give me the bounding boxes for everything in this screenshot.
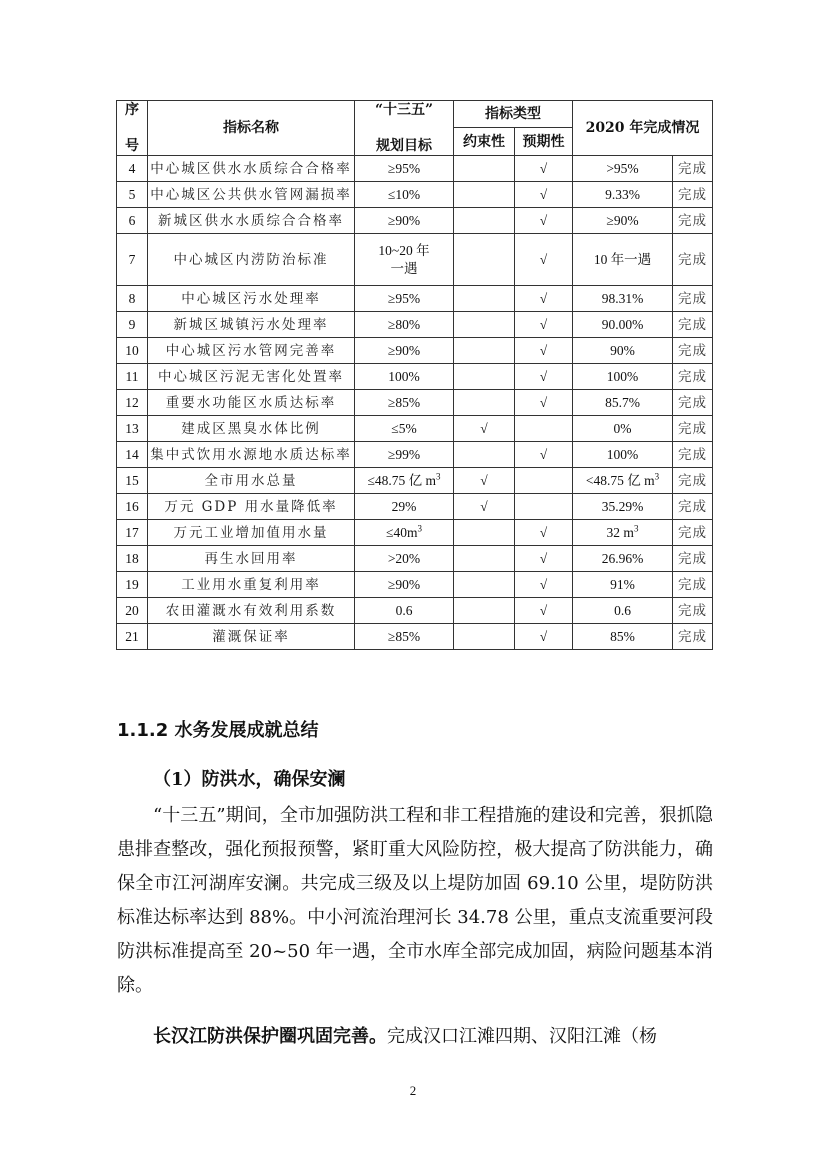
cell-target: ≥90% <box>355 208 454 234</box>
cell-name: 农田灌溉水有效利用系数 <box>148 598 355 624</box>
cell-expected: √ <box>515 234 573 286</box>
cell-target: ≥80% <box>355 312 454 338</box>
cell-expected: √ <box>515 520 573 546</box>
cell-expected: √ <box>515 390 573 416</box>
cell-binding: √ <box>454 468 515 494</box>
cell-target: ≥99% <box>355 442 454 468</box>
table-row <box>117 416 713 442</box>
cell-no: 20 <box>117 598 148 624</box>
cell-expected: √ <box>515 442 573 468</box>
table-row <box>117 208 713 234</box>
cell-name: 灌溉保证率 <box>148 624 355 650</box>
cell-name: 工业用水重复利用率 <box>148 572 355 598</box>
cell-status: 完成 <box>673 338 713 364</box>
table-row <box>117 624 713 650</box>
cell-expected <box>515 468 573 494</box>
cell-target: ≥95% <box>355 286 454 312</box>
cell-expected: √ <box>515 286 573 312</box>
cell-status: 完成 <box>673 442 713 468</box>
header-type: 指标类型 <box>454 101 573 128</box>
header-name: 指标名称 <box>148 101 355 156</box>
cell-value: 10 年一遇 <box>573 234 673 286</box>
section-heading: 1.1.2 水务发展成就总结 <box>117 720 319 741</box>
cell-value: 85.7% <box>573 390 673 416</box>
table-row <box>117 520 713 546</box>
cell-no: 6 <box>117 208 148 234</box>
cell-binding <box>454 624 515 650</box>
cell-value: 100% <box>573 442 673 468</box>
cell-no: 19 <box>117 572 148 598</box>
cell-binding <box>454 390 515 416</box>
header-binding: 约束性 <box>454 128 515 156</box>
table-row <box>117 598 713 624</box>
header-seq: 序 号 <box>117 101 148 156</box>
cell-target: ≤5% <box>355 416 454 442</box>
cell-name: 中心城区污水管网完善率 <box>148 338 355 364</box>
cell-binding <box>454 286 515 312</box>
cell-no: 21 <box>117 624 148 650</box>
cell-no: 12 <box>117 390 148 416</box>
cell-status: 完成 <box>673 416 713 442</box>
cell-value: 90% <box>573 338 673 364</box>
cell-status: 完成 <box>673 286 713 312</box>
cell-binding <box>454 312 515 338</box>
cell-expected: √ <box>515 156 573 182</box>
cell-no: 18 <box>117 546 148 572</box>
cell-target: 0.6 <box>355 598 454 624</box>
cell-status: 完成 <box>673 312 713 338</box>
cell-status: 完成 <box>673 182 713 208</box>
cell-no: 11 <box>117 364 148 390</box>
cell-status: 完成 <box>673 364 713 390</box>
cell-expected: √ <box>515 312 573 338</box>
cell-name: 中心城区内涝防治标准 <box>148 234 355 286</box>
cell-value: 85% <box>573 624 673 650</box>
cell-target: ≥85% <box>355 624 454 650</box>
cell-no: 14 <box>117 442 148 468</box>
cell-value: 35.29% <box>573 494 673 520</box>
paragraph-flood-control: “十三五”期间，全市加强防洪工程和非工程措施的建设和完善，狠抓隐患排查整改，强化预报预警，紧盯重大风险防控，极大提高了防洪能力，确保全市江河湖库安澜。共完成三级及以上堤防加固 69.10 公里，堤防防洪标准达标率达到 88%。中小河流治理河长 34.78 公里，重点支流重要河段防洪标准提高至 20~50 年一遇，全市水库全部完成加固，病险问题基本消除。 <box>117 805 713 996</box>
cell-binding: √ <box>454 494 515 520</box>
cell-no: 15 <box>117 468 148 494</box>
cell-name: 万元 GDP 用水量降低率 <box>148 494 355 520</box>
cell-expected <box>515 494 573 520</box>
cell-target: ≤48.75 亿 $m^3$ <box>355 468 454 494</box>
cell-value: 26.96% <box>573 546 673 572</box>
cell-no: 8 <box>117 286 148 312</box>
table-row <box>117 338 713 364</box>
cell-target: 10~20 年 一遇 <box>355 234 454 286</box>
cell-binding <box>454 572 515 598</box>
cell-value: 90.00% <box>573 312 673 338</box>
indicator-table <box>116 100 713 650</box>
cell-name: 中心城区供水水质综合合格率 <box>148 156 355 182</box>
cell-no: 9 <box>117 312 148 338</box>
cell-binding <box>454 208 515 234</box>
table-row <box>117 156 713 182</box>
table-row <box>117 468 713 494</box>
cell-name: 中心城区公共供水管网漏损率 <box>148 182 355 208</box>
cell-name: 重要水功能区水质达标率 <box>148 390 355 416</box>
cell-status: 完成 <box>673 598 713 624</box>
cell-target: ≥90% <box>355 572 454 598</box>
cell-name: 新城区供水水质综合合格率 <box>148 208 355 234</box>
cell-target: ≥95% <box>355 156 454 182</box>
cell-expected: √ <box>515 364 573 390</box>
cell-binding <box>454 338 515 364</box>
paragraph-flood-ring <box>117 1020 713 1054</box>
header-target: “十三五” 规划目标 <box>355 101 454 156</box>
cell-value: 32 $m^3$ <box>573 520 673 546</box>
table-row <box>117 546 713 572</box>
cell-value: 91% <box>573 572 673 598</box>
cell-status: 完成 <box>673 624 713 650</box>
table-row <box>117 572 713 598</box>
table-row <box>117 494 713 520</box>
cell-name: 新城区城镇污水处理率 <box>148 312 355 338</box>
table-row <box>117 286 713 312</box>
cell-status: 完成 <box>673 494 713 520</box>
cell-status: 完成 <box>673 234 713 286</box>
cell-status: 完成 <box>673 468 713 494</box>
cell-expected: √ <box>515 572 573 598</box>
cell-expected: √ <box>515 208 573 234</box>
cell-expected: √ <box>515 338 573 364</box>
cell-no: 5 <box>117 182 148 208</box>
cell-name: 全市用水总量 <box>148 468 355 494</box>
header-result: 2020 年完成情况 <box>573 101 713 156</box>
paragraph-lead: 长汉江防洪保护圈巩固完善。 <box>153 1026 387 1047</box>
cell-name: 万元工业增加值用水量 <box>148 520 355 546</box>
table-row <box>117 442 713 468</box>
cell-target: 29% <box>355 494 454 520</box>
cell-binding <box>454 234 515 286</box>
cell-no: 10 <box>117 338 148 364</box>
cell-binding <box>454 442 515 468</box>
cell-no: 13 <box>117 416 148 442</box>
header-expected: 预期性 <box>515 128 573 156</box>
cell-expected <box>515 416 573 442</box>
paragraph-body: 完成汉口江滩四期、汉阳江滩（杨 <box>387 1026 657 1047</box>
cell-name: 中心城区污水处理率 <box>148 286 355 312</box>
table-row <box>117 364 713 390</box>
cell-binding <box>454 546 515 572</box>
cell-target: >20% <box>355 546 454 572</box>
cell-binding <box>454 182 515 208</box>
cell-binding <box>454 364 515 390</box>
table-row <box>117 234 713 286</box>
cell-expected: √ <box>515 546 573 572</box>
cell-target: 100% <box>355 364 454 390</box>
cell-binding <box>454 520 515 546</box>
table-row <box>117 312 713 338</box>
cell-value: 9.33% <box>573 182 673 208</box>
cell-expected: √ <box>515 182 573 208</box>
cell-binding <box>454 156 515 182</box>
cell-value: 100% <box>573 364 673 390</box>
cell-target: $\le 40m^3$ <box>355 520 454 546</box>
cell-expected: √ <box>515 624 573 650</box>
cell-status: 完成 <box>673 546 713 572</box>
cell-no: 7 <box>117 234 148 286</box>
cell-value: 98.31% <box>573 286 673 312</box>
cell-binding <box>454 598 515 624</box>
cell-value: >95% <box>573 156 673 182</box>
cell-status: 完成 <box>673 156 713 182</box>
cell-value: 0.6 <box>573 598 673 624</box>
cell-name: 集中式饮用水源地水质达标率 <box>148 442 355 468</box>
cell-target: ≥85% <box>355 390 454 416</box>
cell-value: 0% <box>573 416 673 442</box>
cell-name: 再生水回用率 <box>148 546 355 572</box>
cell-expected: √ <box>515 598 573 624</box>
cell-value: <48.75 亿 $m^3$ <box>573 468 673 494</box>
cell-no: 4 <box>117 156 148 182</box>
cell-status: 完成 <box>673 390 713 416</box>
table-row <box>117 390 713 416</box>
subsection-heading: （1）防洪水，确保安澜 <box>153 769 346 790</box>
page-number: 2 <box>409 1083 417 1098</box>
cell-no: 17 <box>117 520 148 546</box>
cell-name: 中心城区污泥无害化处置率 <box>148 364 355 390</box>
cell-value: ≥90% <box>573 208 673 234</box>
cell-name: 建成区黑臭水体比例 <box>148 416 355 442</box>
cell-status: 完成 <box>673 208 713 234</box>
cell-no: 16 <box>117 494 148 520</box>
cell-status: 完成 <box>673 520 713 546</box>
cell-target: ≥90% <box>355 338 454 364</box>
cell-target: ≤10% <box>355 182 454 208</box>
cell-binding: √ <box>454 416 515 442</box>
table-row <box>117 182 713 208</box>
cell-status: 完成 <box>673 572 713 598</box>
